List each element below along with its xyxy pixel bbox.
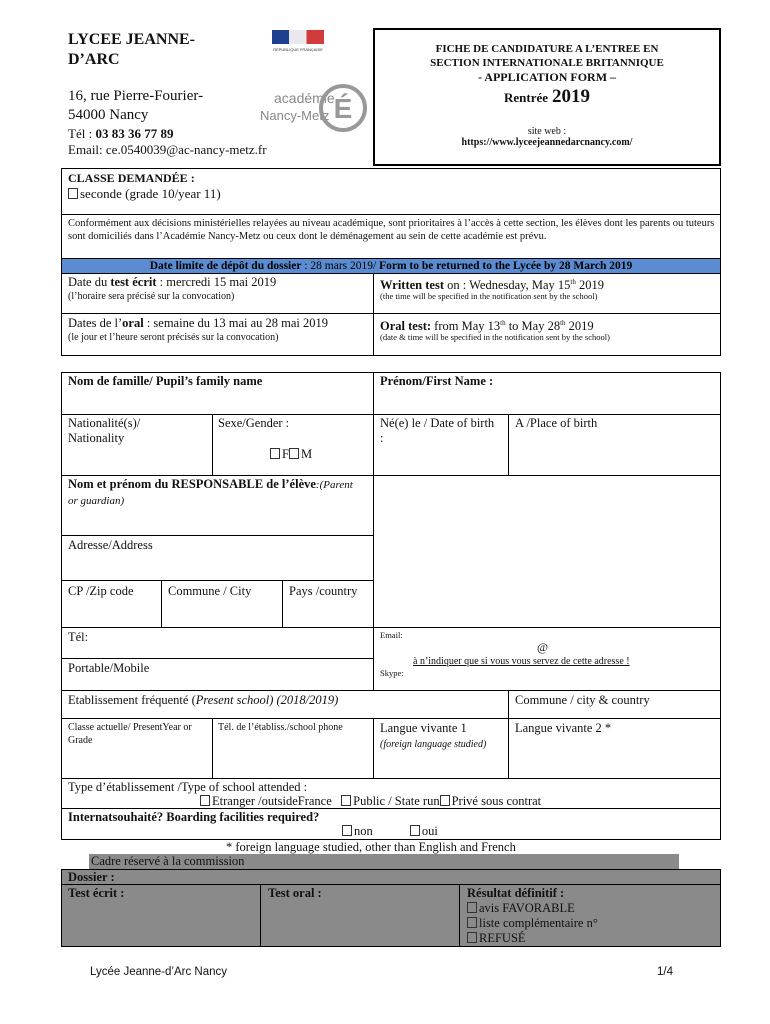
republique-logo: RÉPUBLIQUE FRANÇAISE <box>272 30 324 58</box>
result-waiting-list[interactable]: liste complémentaire n° <box>467 916 598 931</box>
phone-field[interactable]: Tél: <box>68 630 89 644</box>
nationality-field[interactable]: Nationalité(s)/ Nationality <box>68 416 141 445</box>
dossier-label: Dossier : <box>68 870 115 884</box>
public-checkbox[interactable] <box>341 795 351 806</box>
resultat-label: Résultat définitif : <box>467 886 565 900</box>
school-type-options[interactable]: Etranger /outsideFrance Public / State run Privé sous contrat <box>200 794 541 809</box>
date-of-birth-field[interactable]: Né(e) le / Date of birth : <box>380 416 495 445</box>
result-refused[interactable]: REFUSÉ <box>467 931 526 946</box>
zip-code-field[interactable]: CP /Zip code <box>68 584 134 598</box>
school-phone-field[interactable]: Tél. de l’établiss./school phone <box>218 722 343 733</box>
present-school-field[interactable]: Etablissement fréquenté (Present school) (2018/2019) <box>68 693 339 707</box>
site-label: site web : <box>527 126 567 137</box>
deadline-bar: Date limite de dépôt du dossier : 28 mars 2019/ Form to be returned to the Lycée by 28 March 2019 <box>62 259 720 273</box>
header-line-1: FICHE DE CANDIDATURE A L’ENTREE EN <box>435 43 659 55</box>
classe-option[interactable]: seconde (grade 10/year 11) <box>68 186 221 201</box>
refused-checkbox[interactable] <box>467 932 477 943</box>
test-ecrit-label: Test écrit : <box>68 886 125 900</box>
address-field[interactable]: Adresse/Address <box>68 538 153 552</box>
present-grade-field[interactable]: Classe actuelle/ PresentYear or Grade <box>68 722 192 746</box>
result-favorable[interactable]: avis FAVORABLE <box>467 901 575 916</box>
mobile-field[interactable]: Portable/Mobile <box>68 661 150 675</box>
school-email: Email: ce.0540039@ac-nancy-metz.fr <box>68 142 267 157</box>
language-1-field[interactable]: Langue vivante 1 <box>380 721 467 735</box>
header-line-3: - APPLICATION FORM – <box>477 70 617 84</box>
country-field[interactable]: Pays /country <box>289 584 358 598</box>
language-footnote: * foreign language studied, other than English and French <box>226 840 516 854</box>
page-number: 1/4 <box>657 966 673 978</box>
oral-test-fr: Dates de l’oral : semaine du 13 mai au 28 mai 2019 <box>68 316 329 330</box>
svg-text:É: É <box>333 93 353 124</box>
written-test-fr: Date du test écrit : mercredi 15 mai 2019 <box>68 275 277 289</box>
waiting-list-checkbox[interactable] <box>467 917 477 928</box>
boarding-yes-checkbox[interactable] <box>410 825 420 836</box>
classe-checkbox[interactable] <box>68 188 78 199</box>
school-address-2: 54000 Nancy <box>68 107 149 123</box>
test-oral-label: Test oral : <box>268 886 322 900</box>
gender-m-checkbox[interactable] <box>289 448 299 459</box>
first-name-field[interactable]: Prénom/First Name : <box>380 374 494 388</box>
oral-test-fr-note: (le jour et l’heure seront précisés sur la convocation) <box>68 332 279 343</box>
school-type-label: Type d’établissement /Type of school attended : <box>68 780 308 794</box>
application-header-box <box>373 28 721 166</box>
gender-options[interactable]: F M <box>270 447 312 462</box>
boarding-label: Internatsouhaité? Boarding facilities required? <box>68 810 320 824</box>
written-test-en: Written test on : Wednesday, May 15th 2019 <box>380 278 604 293</box>
email-field[interactable]: @ <box>537 640 549 654</box>
academie-logo: académie Nancy-Metz É <box>258 72 368 140</box>
school-phone: Tél : 03 83 36 77 89 <box>68 126 174 141</box>
academie-e-icon <box>318 72 368 140</box>
place-of-birth-field[interactable]: A /Place of birth <box>515 416 598 430</box>
written-test-en-note: (the time will be specified in the notification sent by the school) <box>380 291 598 301</box>
favorable-checkbox[interactable] <box>467 902 477 913</box>
city-field[interactable]: Commune / City <box>168 584 252 598</box>
language-1-note: (foreign language studied) <box>380 739 487 750</box>
boarding-no-checkbox[interactable] <box>342 825 352 836</box>
school-city-field[interactable]: Commune / city & country <box>515 693 650 707</box>
oral-test-en: Oral test: from May 13th to May 28th 2019 <box>380 319 594 334</box>
guardian-name-field[interactable]: Nom et prénom du RESPONSABLE de l’élève:(Parent or guardian) <box>68 477 353 507</box>
skype-field[interactable]: Skype: <box>380 668 404 678</box>
written-test-fr-note: (l’horaire sera précisé sur la convocation) <box>68 291 235 302</box>
footer-school: Lycée Jeanne-d’Arc Nancy <box>90 966 228 978</box>
gender-label: Sexe/Gender : <box>218 416 290 430</box>
school-name: LYCEE JEANNE-D’ARC <box>68 31 195 68</box>
classe-label: CLASSE DEMANDÉE : <box>68 171 195 185</box>
family-name-field[interactable]: Nom de famille/ Pupil’s family name <box>68 374 263 388</box>
outside-france-checkbox[interactable] <box>200 795 210 806</box>
rentree: Rentrée 2019 <box>503 86 591 107</box>
commission-header: Cadre réservé à la commission <box>89 854 679 869</box>
site-url[interactable]: https://www.lyceejeannedarcnancy.com/ <box>461 137 633 148</box>
email-note: à n’indiquer que si vous vous servez de cette adresse ! <box>413 656 630 667</box>
language-2-field[interactable]: Langue vivante 2 * <box>515 721 612 735</box>
header-line-2: SECTION INTERNATIONALE BRITANNIQUE <box>430 57 664 69</box>
boarding-options[interactable]: non oui <box>342 824 438 839</box>
school-address-1: 16, rue Pierre-Fourier- <box>68 88 204 104</box>
email-label: Email: <box>380 630 403 640</box>
private-checkbox[interactable] <box>440 795 450 806</box>
commission-box <box>61 869 721 947</box>
gender-f-checkbox[interactable] <box>270 448 280 459</box>
oral-test-en-note: (date & time will be specified in the notification sent by the school) <box>380 332 610 342</box>
priority-notice: Conformément aux décisions ministérielles relayées au niveau académique, sont prioritaires à l’accès à cette section, les élèves dont les parents ou tuteurs sont domiciliés dans l’Académie Nancy-Metz ou ceux dont le déménagement au sein de cette académie est prévu. <box>68 218 715 242</box>
